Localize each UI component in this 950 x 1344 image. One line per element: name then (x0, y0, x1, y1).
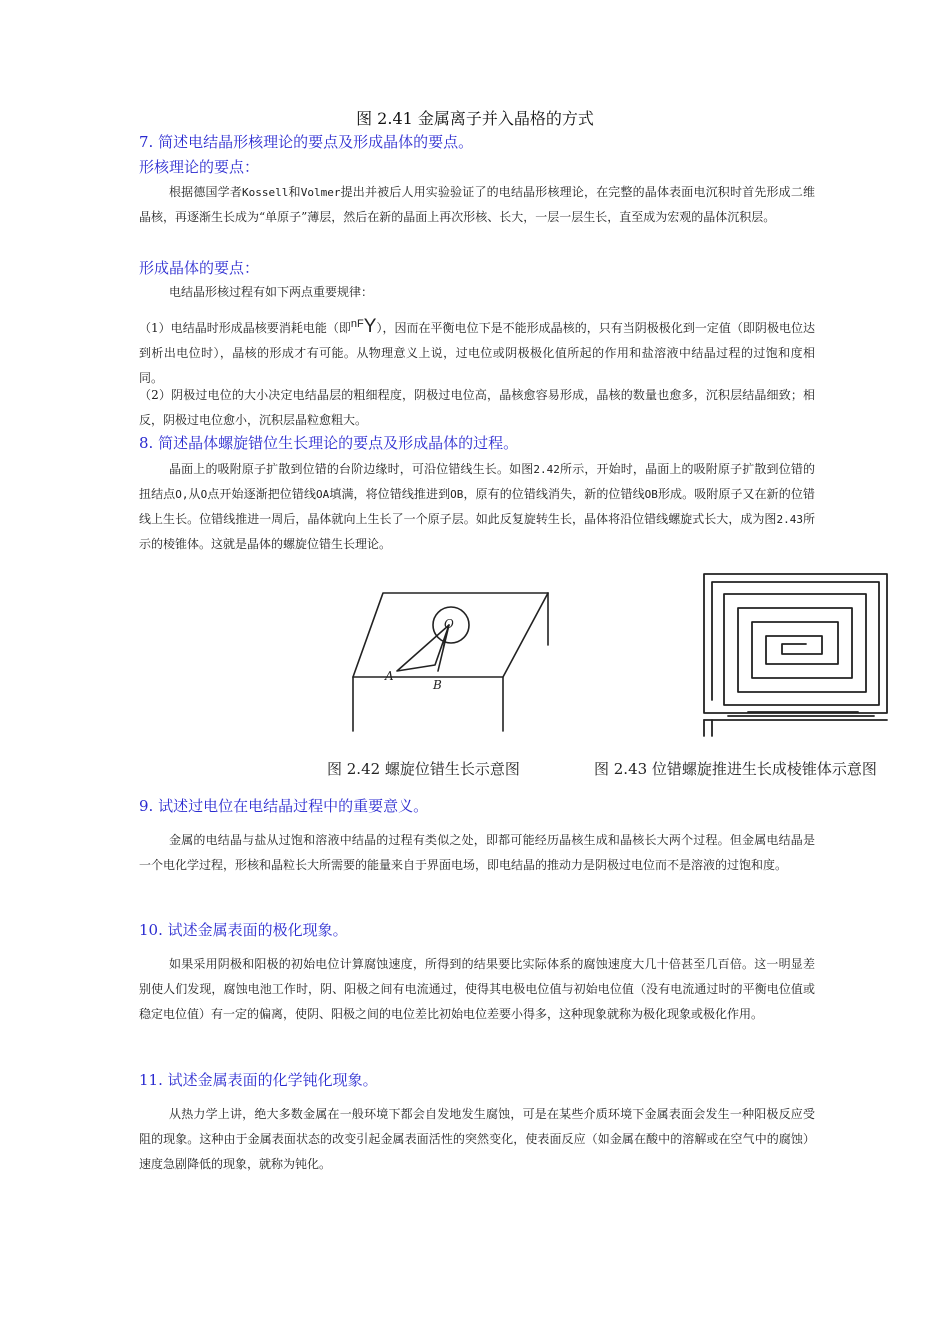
question-10-heading: 10. 试述金属表面的极化现象。 (139, 921, 348, 939)
question-11-paragraph: 从热力学上讲，绝大多数金属在一般环境下都会自发地发生腐蚀，可是在某些介质环境下金属表面会发生一种阳极反应受阻的现象。这种由于金属表面状态的改变引起金属表面活性的突然变化，使表面反应（如金属在酸中的溶解或在空气中的腐蚀）速度急剧降低的现象，就称为钝化。 (139, 1107, 815, 1171)
figure-2-42-caption: 图 2.42 螺旋位错生长示意图 (327, 760, 520, 778)
label-a: A (385, 669, 394, 683)
rule-2-paragraph: （2）阴极过电位的大小决定电结晶层的粗细程度，阴极过电位高，晶核愈容易形成，晶核的数量也愈多，沉积层结晶细致；相反，阴极过电位愈小，沉积层晶粒愈粗大。 (139, 388, 815, 427)
crystal-formation-subheading: 形成晶体的要点： (139, 259, 260, 277)
question-8-heading: 8. 简述晶体螺旋错位生长理论的要点及形成晶体的过程。 (139, 434, 519, 452)
spiral-line (712, 582, 879, 705)
spiral-dislocation-paragraph: 晶面上的吸附原子扩散到位错的台阶边缘时，可沿位错线生长。如图2.42所示，开始时，晶面上的吸附原子扩散到位错的扭结点O,从O点开始逐渐把位错线OA填满，将位错线推进到OB，原有的位错线消失，新的位错线OB形成。吸附原子又在新的位错线上生长。位错线推进一周后，晶体就向上生长了一个原子层。如此反复旋转生长，晶体将沿位错线螺旋式长大，成为图2.43所示的棱锥体。这就是晶体的螺旋位错生长理论。 (139, 462, 815, 551)
crystal-rules-intro: 电结晶形核过程有如下两点重要规律： (169, 285, 374, 299)
question-10-paragraph: 如果采用阴极和阳极的初始电位计算腐蚀速度，所得到的结果要比实际体系的腐蚀速度大几十倍甚至几百倍。这一明显差别使人们发现，腐蚀电池工作时，阴、阳极之间有电流通过，使得其电极电位值与初始电位值（没有电流通过时的平衡电位值或稳定电位值）有一定的偏离，使阴、阳极之间的电位差比初始电位差要小得多，这种现象就称为极化现象或极化作用。 (139, 957, 815, 1021)
nucleation-theory-subheading: 形核理论的要点： (139, 158, 260, 176)
question-7-heading: 7. 简述电结晶形核理论的要点及形成晶体的要点。 (139, 133, 474, 151)
question-11-heading: 11. 试述金属表面的化学钝化现象。 (139, 1071, 378, 1089)
label-o: O (444, 617, 454, 631)
rule-1-paragraph: （1）电结晶时形成晶核要消耗电能（即nFY），因而在平衡电位下是不能形成晶核的，只有当阴极极化到一定值（即阴极电位达到析出电位时），晶核的形成才有可能。从物理意义上说，过电位或阴极极化值所起的作用和盐溶液中结晶过程的过饱和度相同。 (139, 316, 815, 385)
label-b: B (433, 678, 442, 692)
nucleation-theory-paragraph: 根据德国学者Kossell和Volmer提出并被后人用实验验证了的电结晶形核理论，在完整的晶体表面电沉积时首先形成二维晶核，再逐渐生长成为“单原子”薄层，然后在新的晶面上再次形核、长大，一层一层生长，直至成为宏观的晶体沉积层。 (139, 185, 815, 224)
figure-2-42-spiral-dislocation-diagram (345, 585, 555, 735)
crystal-top-face-right-edge (353, 593, 548, 677)
figure-2-43-pyramid-spiral-diagram (698, 570, 898, 740)
dislocation-line-oa (397, 625, 449, 671)
question-9-heading: 9. 试述过电位在电结晶过程中的重要意义。 (139, 797, 429, 815)
crystal-top-face-left-edge (353, 593, 548, 677)
figure-2-41-caption: 图 2.41 金属离子并入晶格的方式 (356, 109, 594, 128)
figure-2-43-caption: 图 2.43 位错螺旋推进生长成棱锥体示意图 (594, 760, 877, 778)
question-9-paragraph: 金属的电结晶与盐从过饱和溶液中结晶的过程有类似之处，即都可能经历晶核生成和晶核长大两个过程。但金属电结晶是一个电化学过程，形核和晶粒长大所需要的能量来自于界面电场，即电结晶的推动力是阴极过电位而不是溶液的过饱和度。 (139, 833, 815, 872)
